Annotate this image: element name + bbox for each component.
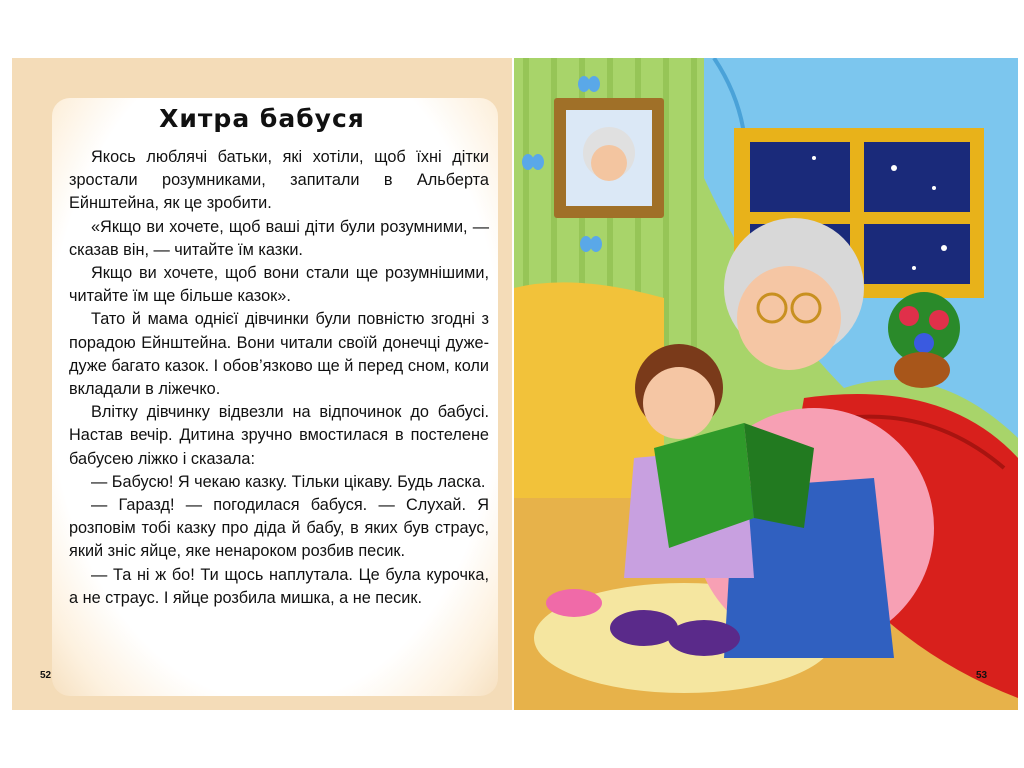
paragraph: Тато й мама однієї дівчинки були повністю згодні з порадою Ейнштейна. Вони читали своїй донечці дуже-дуже багато казок. І обов’язково ще й перед сном, коли вкладали в ліжечко. [69,310,489,399]
paragraph: — Та ні ж бо! Ти щось наплутала. Це була курочка, а не страус. І яйце розбила мишка, а не песик. [69,565,489,607]
paragraph: Якось люблячі батьки, які хотіли, щоб їхні дітки зростали розумниками, запитали в Альберта Ейнштейна, як це зробити. [69,148,489,213]
grandmother-reading-illustration [514,58,1018,710]
page-number-left: 52 [40,670,52,681]
paragraph: «Якщо ви хочете, щоб ваші діти були розумними, — сказав він, — читайте їм казки. [69,217,489,259]
illustration-page [514,58,1018,710]
story-text [69,146,489,610]
book-spread [12,58,1018,710]
left-page [12,58,512,710]
story-title: Хитра бабуся [159,104,365,133]
paragraph: — Бабусю! Я чекаю казку. Тільки цікаву. Будь ласка. [91,472,486,491]
paragraph: Якщо ви хочете, щоб вони стали ще розумнішими, читайте їм ще більше казок». [69,264,489,306]
page-number-right: 53 [976,670,988,681]
paragraph: Влітку дівчинку відвезли на відпочинок до бабусі. Настав вечір. Дитина зручно вмостилася в постелене бабусею ліжко і сказала: [69,403,489,468]
paragraph: — Гаразд! — погодилася бабуся. — Слухай. Я розповім тобі казку про діда й бабу, в яких був страус, який зніс яйце, яке ненароком розбив песик. [69,496,489,561]
